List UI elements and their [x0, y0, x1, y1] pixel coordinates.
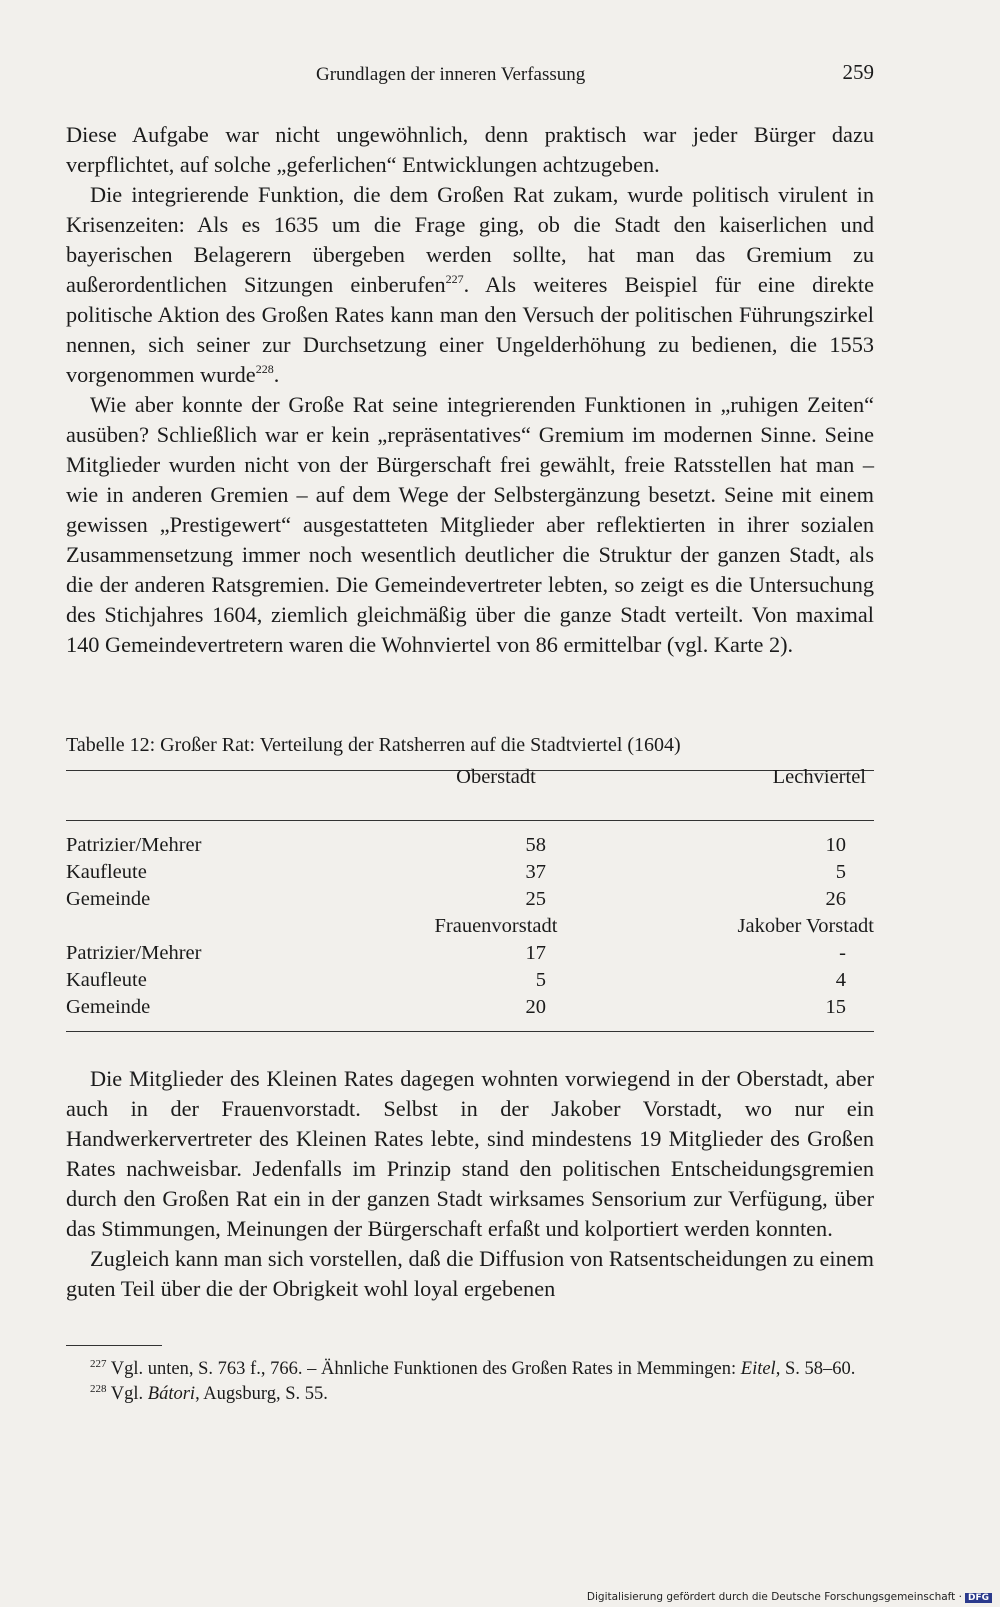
table-row: Kaufleute 37 5: [66, 861, 846, 883]
table-row: Patrizier/Mehrer 17 -: [66, 942, 846, 964]
body-text-bottom: [66, 1064, 874, 1304]
footnote-mark: 227: [445, 272, 464, 286]
paragraph: Wie aber konnte der Große Rat seine integrierenden Funktionen in „ruhigen Zeiten“ ausüben? Schließlich war er kein „repräsentatives“ Gremium im modernen Sinne. Seine Mitglieder wurden nicht von der Bürgerschaft frei gewählt, freie Ratsstellen hat man – wie in anderen Gremien – auf dem Wege der Selbstergänzung besetzt. Seine mit einem gewissen „Prestigewert“ ausgestatteten Mitglieder aber reflektierten in ihrer sozialen Zusammensetzung immer noch wesentlich deutlicher die Struktur der ganzen Stadt, als die der anderen Ratsgremien. Die Gemeindevertreter lebten, so zeigt es die Untersuchung des Stichjahres 1604, ziemlich gleichmäßig über die ganze Stadt verteilt. Von maximal 140 Gemeindevertretern waren die Wohnviertel von 86 ermittelbar (vgl. Karte 2).: [66, 392, 874, 657]
table-caption: Tabelle 12: Großer Rat: Verteilung der Ratsherren auf die Stadtviertel (1604): [66, 734, 681, 756]
paragraph: Die Mitglieder des Kleinen Rates dagegen wohnten vorwiegend in der Oberstadt, aber auch in der Frauenvorstadt. Selbst in der Jakober Vorstadt, wo nur ein Handwerkervertreter des Kleinen Rates lebte, sind mindestens 19 Mitglieder des Großen Rates nachweisbar. Jedenfalls im Prinzip stand den politischen Entscheidungsgremien durch den Großen Rat ein in der ganzen Stadt wirksames Sensorium zur Verfügung, über das Stimmungen, Meinungen der Bürgerschaft erfaßt und kolportiert werden konnten.: [66, 1066, 874, 1241]
page-header: [66, 58, 874, 88]
footnote: $^{228}$ Vgl. Bátori, Augsburg, S. 55.: [90, 1383, 328, 1404]
table-row: Patrizier/Mehrer 58 10: [66, 834, 846, 856]
column-header: Lechviertel: [772, 766, 866, 788]
table-row: Gemeinde 25 26: [66, 888, 846, 910]
footnote-rule: [66, 1345, 162, 1346]
paragraph: Zugleich kann man sich vorstellen, daß die Diffusion von Ratsentscheidungen zu einem guten Teil über die der Obrigkeit wohl loyal ergebenen: [66, 1246, 874, 1301]
column-header: Jakober Vorstadt: [737, 915, 874, 937]
table-header-row: [66, 766, 874, 792]
paragraph: Die integrierende Funktion, die dem Großen Rat zukam, wurde politisch virulent in Krisenzeiten: Als es 1635 um die Frage ging, ob die Stadt den kaiserlichen und bayerischen Belagerern übergeben werden sollte, hat man das Gremium zu außerordentlichen Sitzungen einberufen$^{227}$. Als weiteres Beispiel für eine direkte politische Aktion des Großen Rates kann man den Versuch der politischen Führungszirkel nennen, sich seiner zur Durchsetzung einer Ungelderhöhung zu bedienen, die 1553 vorgenommen wurde$^{228}$.: [66, 182, 874, 387]
table-bottom-rule: [66, 1031, 874, 1032]
footnotes: [66, 1357, 874, 1407]
footnote-mark: 228: [255, 362, 274, 376]
table-row: Gemeinde 20 15: [66, 996, 846, 1018]
table-row: Kaufleute 5 4: [66, 969, 846, 991]
digitization-credit: Digitalisierung gefördert durch die Deutsche Forschungsgemeinschaft · DFG: [587, 1591, 992, 1603]
page-number: 259: [842, 60, 874, 84]
footnote: $^{227}$ Vgl. unten, S. 763 f., 766. – Ähnliche Funktionen des Großen Rates in Memmingen: Eitel, S. 58–60.: [90, 1358, 856, 1379]
body-text-top: [66, 120, 874, 660]
table-header-rule: [66, 820, 874, 821]
column-header: Oberstadt: [456, 766, 536, 788]
dfg-logo: DFG: [965, 1593, 992, 1603]
running-title: Grundlagen der inneren Verfassung: [316, 64, 586, 85]
column-header: Frauenvorstadt: [434, 915, 558, 937]
table-subheader-row: [66, 915, 874, 941]
paragraph: Diese Aufgabe war nicht ungewöhnlich, denn praktisch war jeder Bürger dazu verpflichtet, auf solche „geferlichen“ Entwicklungen achtzugeben.: [66, 122, 874, 177]
